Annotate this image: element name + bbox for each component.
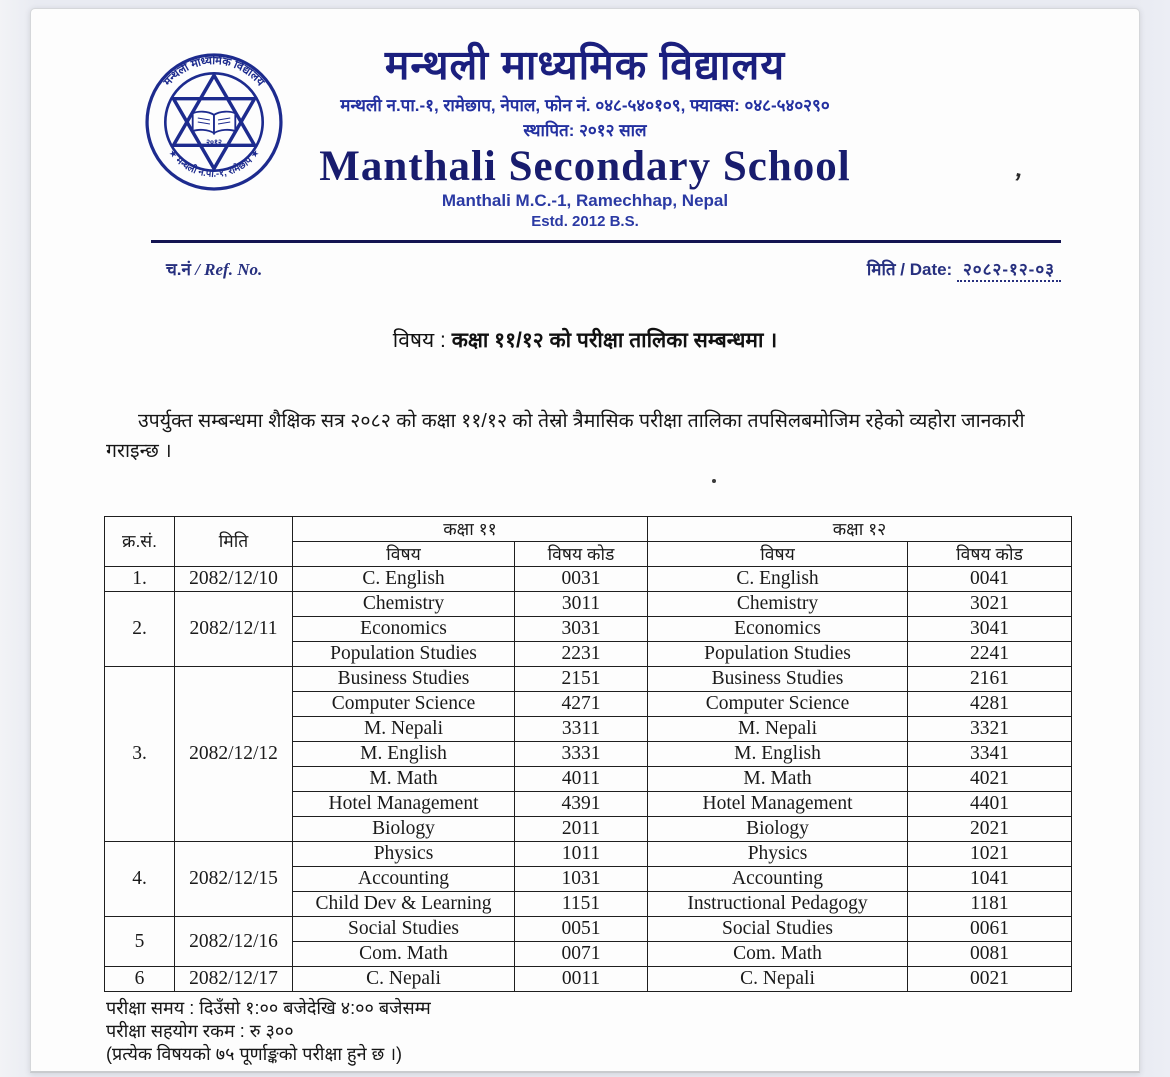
subject-cell: Population Studies (293, 642, 515, 667)
date-label: मिति / Date: (866, 260, 953, 279)
subject-cell: Social Studies (293, 917, 515, 942)
note-exam-fee: परीक्षा सहयोग रकम : रु ३०० (106, 1021, 294, 1042)
date-field (867, 257, 1061, 280)
subject-code-cell: 3011 (515, 592, 648, 617)
serial-cell: 1. (105, 567, 175, 592)
subject-code-cell: 4011 (515, 767, 648, 792)
scan-spot (712, 479, 716, 483)
subject-code-cell: 2151 (515, 667, 648, 692)
subject-code-cell: 3021 (908, 592, 1072, 617)
subject-code-cell: 0021 (908, 967, 1072, 992)
subject-code-cell: 4021 (908, 767, 1072, 792)
subject-cell: Instructional Pedagogy (648, 892, 908, 917)
subject-prefix: विषय : (392, 329, 452, 352)
subject-cell: Hotel Management (648, 792, 908, 817)
subject-code-cell: 2231 (515, 642, 648, 667)
school-name-english: Manthali Secondary School (319, 143, 851, 190)
subject-code-cell: 4271 (515, 692, 648, 717)
subject-code-cell: 4391 (515, 792, 648, 817)
exam-schedule-table (104, 516, 1072, 992)
serial-cell: 6 (105, 967, 175, 992)
subject-cell: Com. Math (648, 942, 908, 967)
school-seal-icon (143, 51, 285, 193)
header-serial: क्र.सं. (105, 517, 175, 567)
table-row (105, 917, 1072, 942)
serial-cell: 2. (105, 592, 175, 667)
subject-code-cell: 3031 (515, 617, 648, 642)
header-subject-12: विषय (648, 542, 908, 567)
subject-cell: Computer Science (648, 692, 908, 717)
school-name-nepali: मन्थली माध्यमिक विद्यालय (384, 42, 786, 88)
ref-date-row (166, 257, 1061, 280)
subject-cell: Physics (293, 842, 515, 867)
subject-code-cell: 1181 (908, 892, 1072, 917)
date-value: २०८२-१२-०३ (957, 260, 1061, 282)
subject-code-cell: 0081 (908, 942, 1072, 967)
established-english: Estd. 2012 B.S. (531, 213, 639, 230)
subject-code-cell: 2241 (908, 642, 1072, 667)
subject-cell: Population Studies (648, 642, 908, 667)
subject-code-cell: 2161 (908, 667, 1072, 692)
subject-code-cell: 3341 (908, 742, 1072, 767)
subject-cell: M. English (648, 742, 908, 767)
subject-code-cell: 1041 (908, 867, 1072, 892)
svg-text:मन्थली माध्यमिक विद्यालय: मन्थली माध्यमिक विद्यालय (161, 55, 267, 89)
subject-code-cell: 0011 (515, 967, 648, 992)
subject-code-cell: 1031 (515, 867, 648, 892)
star-triangle-up (173, 75, 254, 145)
school-address-english: Manthali M.C.-1, Ramechhap, Nepal (441, 191, 729, 210)
subject-code-cell: 0051 (515, 917, 648, 942)
subject-code-cell: 1021 (908, 842, 1072, 867)
table-row (105, 592, 1072, 617)
exam-table-body (105, 567, 1072, 992)
header-subject-11: विषय (293, 542, 515, 567)
pen-mark: ’ (1009, 166, 1024, 198)
subject-code-cell: 0031 (515, 567, 648, 592)
ref-label-nepali: च.नं (166, 260, 191, 279)
subject-code-cell: 2021 (908, 817, 1072, 842)
subject-cell: Accounting (293, 867, 515, 892)
subject-cell: M. Nepali (293, 717, 515, 742)
subject-cell: Business Studies (648, 667, 908, 692)
subject-cell: Business Studies (293, 667, 515, 692)
subject-text: कक्षा ११/१२ को परीक्षा तालिका सम्बन्धमा । (451, 329, 778, 352)
subject-cell: C. Nepali (293, 967, 515, 992)
subject-cell: C. Nepali (648, 967, 908, 992)
subject-code-cell: 0061 (908, 917, 1072, 942)
subject-code-cell: 4281 (908, 692, 1072, 717)
subject-cell: M. Nepali (648, 717, 908, 742)
note-full-marks: (प्रत्येक विषयको ७५ पूर्णाङ्कको परीक्षा हुने छ ।) (106, 1044, 403, 1065)
subject-cell: M. English (293, 742, 515, 767)
date-cell: 2082/12/11 (175, 592, 293, 667)
subject-cell: Accounting (648, 867, 908, 892)
subject-code-cell: 1151 (515, 892, 648, 917)
subject-cell: Chemistry (648, 592, 908, 617)
subject-code-cell: 3321 (908, 717, 1072, 742)
subject-cell: Physics (648, 842, 908, 867)
subject-code-cell: 4401 (908, 792, 1072, 817)
header-class12: कक्षा १२ (648, 517, 1072, 542)
subject-cell: Biology (293, 817, 515, 842)
header-class11: कक्षा ११ (293, 517, 648, 542)
subject-code-cell: 0041 (908, 567, 1072, 592)
header-subject-code-11: विषय कोड (515, 542, 648, 567)
date-cell: 2082/12/12 (175, 667, 293, 842)
serial-cell: 5 (105, 917, 175, 967)
table-header-row-1 (105, 517, 1072, 542)
subject-cell: Economics (648, 617, 908, 642)
subject-code-cell: 1011 (515, 842, 648, 867)
body-paragraph: उपर्युक्त सम्बन्धमा शैक्षिक सत्र २०८२ को कक्षा ११/१२ को तेस्रो त्रैमासिक परीक्षा तालिका तपसिलबमोजिम रहेको व्यहोरा जानकारी गराइन्छ । (106, 410, 1025, 463)
subject-cell: Computer Science (293, 692, 515, 717)
serial-cell: 4. (105, 842, 175, 917)
ref-label-english: / Ref. No. (190, 260, 263, 279)
subject-cell: M. Math (648, 767, 908, 792)
header-subject-code-12: विषय कोड (908, 542, 1072, 567)
scanned-letter-page (30, 8, 1140, 1073)
subject-cell: Com. Math (293, 942, 515, 967)
subject-cell: Child Dev & Learning (293, 892, 515, 917)
subject-cell: Social Studies (648, 917, 908, 942)
subject-cell: C. English (293, 567, 515, 592)
table-row (105, 567, 1072, 592)
subject-cell: Hotel Management (293, 792, 515, 817)
svg-text:★ मन्थली न.पा.-१, रामेछाप ★: ★ मन्थली न.पा.-१, रामेछाप ★ (165, 147, 263, 180)
subject-code-cell: 3311 (515, 717, 648, 742)
subject-cell: M. Math (293, 767, 515, 792)
date-cell: 2082/12/16 (175, 917, 293, 967)
subject-cell: Economics (293, 617, 515, 642)
note-exam-time: परीक्षा समय : दिउँसो १:०० बजेदेखि ४:०० बजेसम्म (106, 998, 431, 1019)
footnotes (106, 997, 1139, 1065)
table-row (105, 967, 1072, 992)
date-cell: 2082/12/10 (175, 567, 293, 592)
table-row (105, 842, 1072, 867)
subject-cell: Chemistry (293, 592, 515, 617)
serial-cell: 3. (105, 667, 175, 842)
header-date: मिति (175, 517, 293, 567)
letterhead-divider (151, 240, 1061, 243)
date-cell: 2082/12/17 (175, 967, 293, 992)
open-book-icon (193, 112, 236, 134)
subject-code-cell: 2011 (515, 817, 648, 842)
subject-code-cell: 0071 (515, 942, 648, 967)
letterhead (31, 9, 1139, 232)
subject-line (31, 326, 1139, 354)
table-row (105, 667, 1072, 692)
school-address-nepali: मन्थली न.पा.-१, रामेछाप, नेपाल, फोन नं. ०४८-५४०१०९, फ्याक्स: ०४८-५४०२९० (340, 96, 830, 115)
established-nepali: स्थापित: २०१२ साल (523, 121, 647, 140)
ref-no-label (166, 257, 262, 280)
subject-code-cell: 3331 (515, 742, 648, 767)
svg-text:२०१२: २०१२ (206, 137, 222, 147)
subject-cell: C. English (648, 567, 908, 592)
subject-cell: Biology (648, 817, 908, 842)
subject-code-cell: 3041 (908, 617, 1072, 642)
date-cell: 2082/12/15 (175, 842, 293, 917)
